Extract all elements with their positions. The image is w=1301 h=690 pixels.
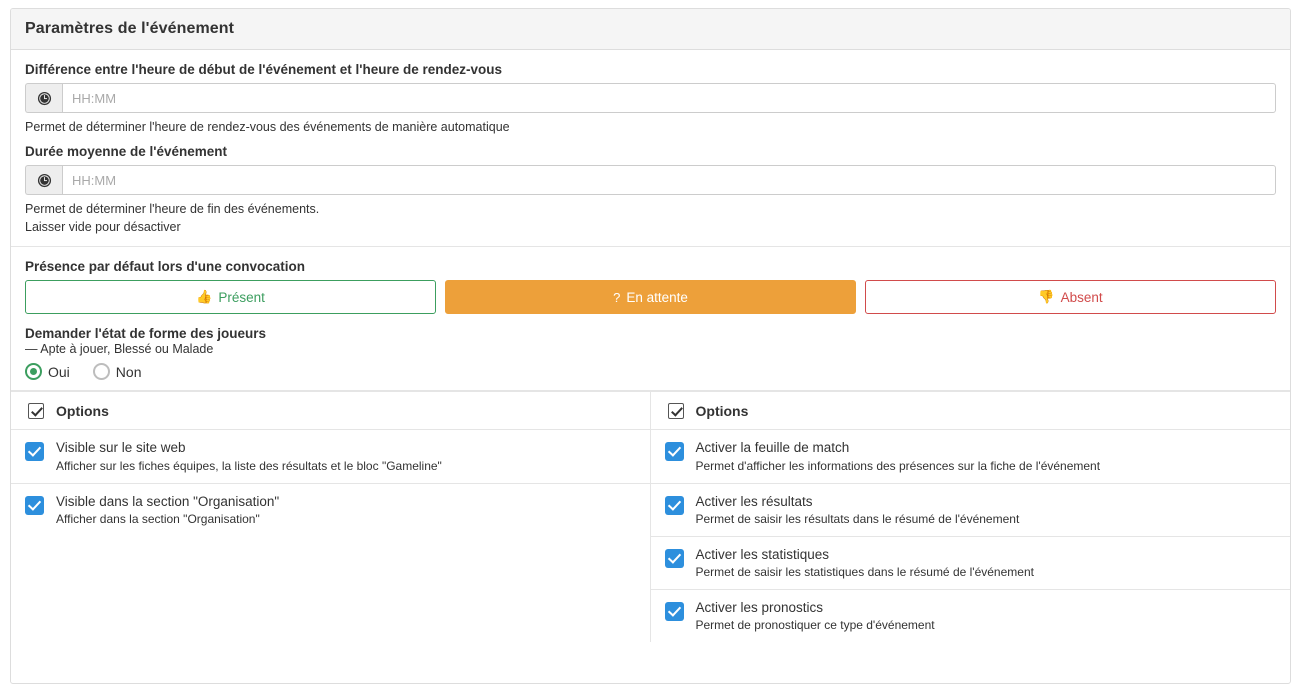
fitness-note: — Apte à jouer, Blessé ou Malade bbox=[25, 342, 214, 357]
event-settings-panel bbox=[10, 8, 1291, 684]
duration-input[interactable] bbox=[62, 165, 1276, 195]
fitness-radio-yes[interactable] bbox=[25, 363, 70, 380]
option-title: Visible sur le site web bbox=[56, 440, 186, 456]
option-desc: Afficher sur les fiches équipes, la liste des résultats et le bloc "Gameline" bbox=[56, 458, 442, 473]
option-text-block bbox=[696, 493, 1020, 528]
list-item[interactable] bbox=[11, 484, 650, 536]
radio-on-icon bbox=[25, 363, 42, 380]
checkbox-checked-icon[interactable] bbox=[25, 496, 44, 515]
option-title: Visible dans la section "Organisation" bbox=[56, 493, 280, 509]
presence-label: Présence par défaut lors d'une convocation bbox=[25, 259, 306, 275]
duration-field-label: Durée moyenne de l'événement bbox=[25, 144, 228, 160]
presence-absent-label: Absent bbox=[1060, 289, 1103, 305]
options-left-title: Options bbox=[56, 403, 109, 420]
option-title: Activer les résultats bbox=[695, 493, 813, 509]
option-text-block bbox=[696, 439, 1101, 474]
fitness-radio-no-label: Non bbox=[115, 363, 142, 380]
list-item[interactable] bbox=[651, 484, 1291, 537]
radio-off-icon bbox=[93, 363, 110, 380]
thumbs-down-icon: 👎 bbox=[1038, 289, 1055, 305]
panel-title: Paramètres de l'événement bbox=[11, 9, 1290, 50]
delta-field-label: Différence entre l'heure de début de l'événement et l'heure de rendez-vous bbox=[25, 62, 503, 77]
clock-icon bbox=[25, 83, 62, 113]
options-left-header bbox=[11, 392, 650, 430]
presence-waiting-button[interactable] bbox=[445, 280, 856, 314]
option-text-block bbox=[696, 546, 1034, 581]
check-all-icon[interactable] bbox=[28, 403, 44, 419]
option-desc: Permet d'afficher les informations des présences sur la fiche de l'événement bbox=[695, 458, 1101, 473]
question-mark-icon: ? bbox=[613, 289, 621, 305]
check-all-icon[interactable] bbox=[668, 403, 684, 419]
options-columns bbox=[11, 391, 1290, 642]
checkbox-checked-icon[interactable] bbox=[25, 442, 44, 461]
delta-input-group bbox=[25, 83, 1276, 113]
list-item[interactable] bbox=[651, 537, 1291, 590]
option-title: Activer les statistiques bbox=[695, 546, 830, 562]
list-item[interactable] bbox=[651, 430, 1291, 483]
fitness-radio-no[interactable] bbox=[93, 363, 142, 380]
duration-input-group bbox=[25, 165, 1276, 195]
presence-waiting-label: En attente bbox=[626, 289, 688, 305]
options-column-right bbox=[651, 392, 1291, 642]
option-title: Activer les pronostics bbox=[695, 599, 824, 615]
delta-help-text: Permet de déterminer l'heure de rendez-vous des événements de manière automatique bbox=[25, 120, 510, 134]
option-desc: Afficher dans la section "Organisation" bbox=[56, 512, 260, 527]
checkbox-checked-icon[interactable] bbox=[665, 602, 684, 621]
option-desc: Permet de pronostiquer ce type d'événement bbox=[695, 618, 935, 633]
fitness-radio-yes-label: Oui bbox=[48, 363, 70, 380]
option-desc: Permet de saisir les statistiques dans le résumé de l'événement bbox=[695, 565, 1034, 580]
presence-present-label: Présent bbox=[218, 289, 265, 305]
option-text-block bbox=[56, 493, 279, 528]
options-right-title: Options bbox=[695, 403, 749, 420]
checkbox-checked-icon[interactable] bbox=[665, 549, 684, 568]
clock-icon bbox=[25, 165, 62, 195]
option-text-block bbox=[56, 439, 442, 474]
options-column-left bbox=[11, 392, 651, 642]
fitness-label: Demander l'état de forme des joueurs bbox=[25, 326, 267, 342]
presence-section bbox=[11, 247, 1290, 391]
duration-help-text: Permet de déterminer l'heure de fin des événements. bbox=[25, 202, 320, 217]
checkbox-checked-icon[interactable] bbox=[665, 496, 684, 515]
list-item[interactable] bbox=[11, 430, 650, 483]
presence-button-group bbox=[25, 280, 1276, 314]
time-settings-section bbox=[11, 50, 1290, 247]
fitness-radio-group bbox=[25, 363, 1276, 380]
delta-input[interactable] bbox=[62, 83, 1276, 113]
option-title: Activer la feuille de match bbox=[695, 440, 850, 456]
options-right-header bbox=[651, 392, 1291, 430]
list-item[interactable] bbox=[651, 590, 1291, 642]
option-desc: Permet de saisir les résultats dans le résumé de l'événement bbox=[695, 512, 1020, 527]
option-text-block bbox=[696, 599, 935, 634]
presence-absent-button[interactable] bbox=[865, 280, 1276, 314]
thumbs-up-icon: 👍 bbox=[196, 289, 213, 305]
checkbox-checked-icon[interactable] bbox=[665, 442, 684, 461]
duration-help-italic: Laisser vide pour désactiver bbox=[25, 220, 181, 235]
presence-present-button[interactable] bbox=[25, 280, 436, 314]
